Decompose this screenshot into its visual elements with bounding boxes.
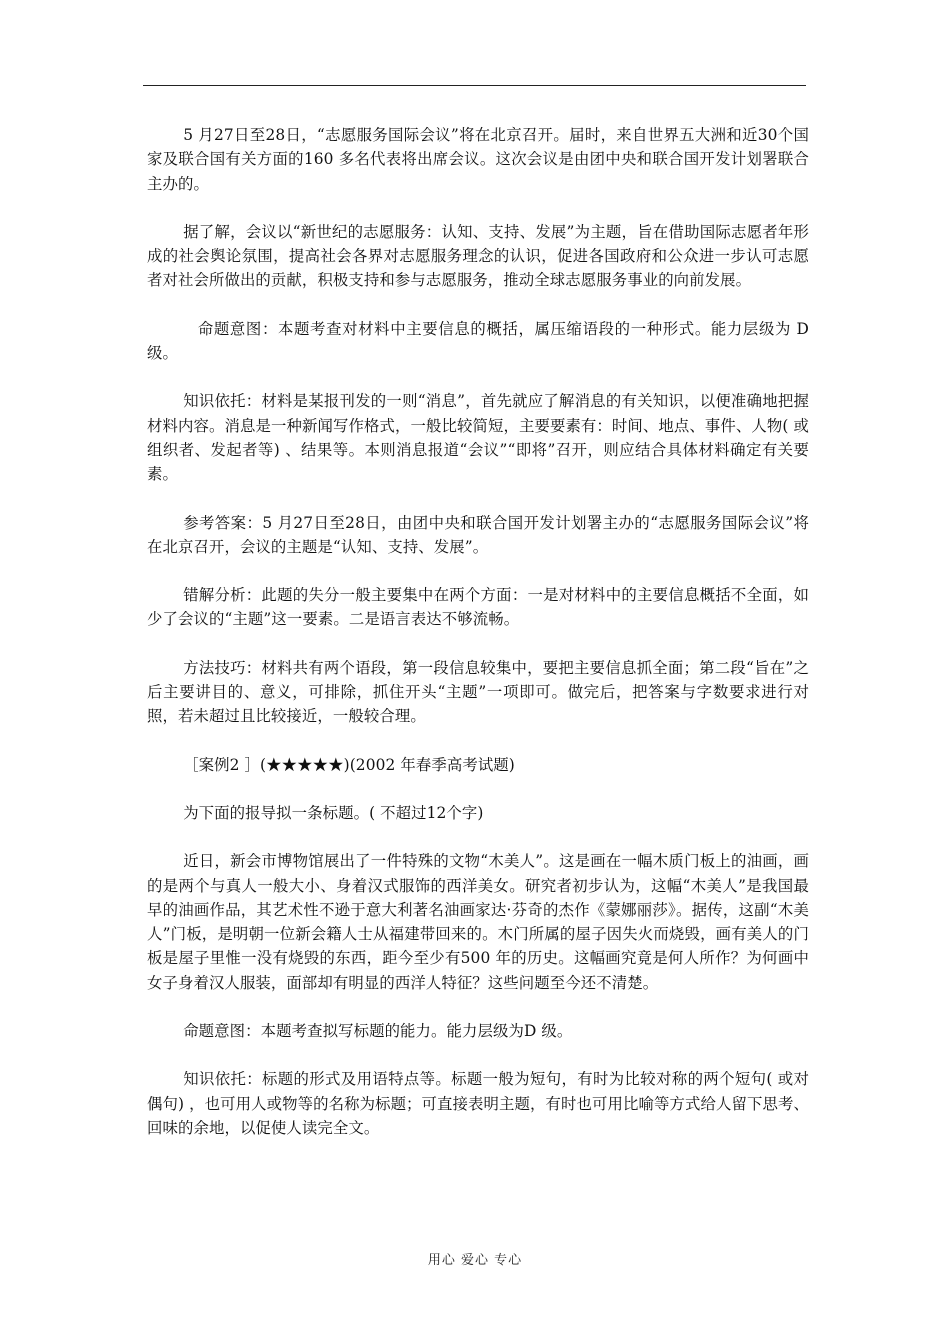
paragraph-gap [147,1043,809,1067]
reference-answer: 参考答案：5 月27日至28日，由团中央和联合国开发计划署主办的“志愿服务国际会议”将在北京召开，会议的主题是“认知、支持、发展”。 [147,513,809,556]
case-2-heading: ［案例2 ］(★★★★★)(2002 年春季高考试题) [183,755,515,774]
document-body [147,123,809,1140]
paragraph-gap [147,825,809,849]
news-paragraph-2: 据了解，会议以“新世纪的志愿服务：认知、支持、发展”为主题，旨在借助国际志愿者年形成的社会舆论氛围，提高社会各界对志愿服务理念的认识，促进各国政府和公众进一步认可志愿者对社会所做出的贡献，积极支持和参与志愿服务，推动全球志愿服务事业的向前发展。 [147,222,809,290]
paragraph-gap [147,729,809,753]
paragraph-gap [147,632,809,656]
error-analysis: 错解分析：此题的失分一般主要集中在两个方面：一是对材料中的主要信息概括不全面，如少了会议的“主题”这一要素。二是语言表达不够流畅。 [147,586,809,629]
news-paragraph-1: 5 月27日至28日，“志愿服务国际会议”将在北京召开。届时，来自世界五大洲和近30个国家及联合国有关方面的160 多名代表将出席会议。这次会议是由团中央和联合国开发计划署联合主办的。 [147,126,809,193]
knowledge-basis-1: 知识依托：材料是某报刊发的一则“消息”，首先就应了解消息的有关知识，以便准确地把握材料内容。消息是一种新闻写作格式，一般比较简短，主要要素有：时间、地点、事件、人物( 或组织者、发起者等) 、结果等。本则消息报道“会议”“即将”召开，则应结合具体材料确定有关要素。 [147,392,809,484]
method-tips: 方法技巧：材料共有两个语段，第一段信息较集中，要把主要信息抓全面；第二段“旨在”之后主要讲目的、意义，可排除，抓住开头“主题”一项即可。做完后，把答案与字数要求进行对照，若未超过且比较接近，一般较合理。 [147,658,809,726]
knowledge-basis-2: 知识依托：标题的形式及用语特点等。标题一般为短句，有时为比较对称的两个短句( 或对偶句) ，也可用人或物等的名称为标题；可直接表明主题，有时也可用比喻等方式给人留下思考、回味的余地，以促使人读完全文。 [147,1070,809,1137]
paragraph-gap [147,487,809,511]
case-2-passage: 近日，新会市博物馆展出了一件特殊的文物“木美人”。这是画在一幅木质门板上的油画，画的是两个与真人一般大小、身着汉式服饰的西洋美女。研究者初步认为，这幅“木美人”是我国最早的油画作品，其艺术性不逊于意大利著名油画家达·芬奇的杰作《蒙娜丽莎》。据传，这副“木美人”门板，是明朝一位新会籍人士从福建带回来的。木门所属的屋子因失火而烧毁，画有美人的门板是屋子里惟一没有烧毁的东西，距今至少有500 年的历史。这幅画究竟是何人所作？为何画中女子身着汉人服装，面部却有明显的西洋人特征？这些问题至今还不清楚。 [147,852,809,992]
paragraph-gap [147,365,809,389]
paragraph-gap [147,559,809,583]
paragraph-gap [147,196,809,220]
header-rule [143,85,806,86]
paragraph-gap [147,293,809,317]
case-2-instruction: 为下面的报导拟一条标题。( 不超过12个字) [183,803,484,822]
question-intent-2: 命题意图：本题考查拟写标题的能力。能力层级为D 级。 [183,1022,573,1041]
paragraph-gap [147,777,809,801]
question-intent-1: 命题意图：本题考查对材料中主要信息的概括，属压缩语段的一种形式。能力层级为 D 级。 [147,319,809,363]
paragraph-gap [147,995,809,1019]
page-footer: 用心 爱心 专心 [427,1253,523,1268]
